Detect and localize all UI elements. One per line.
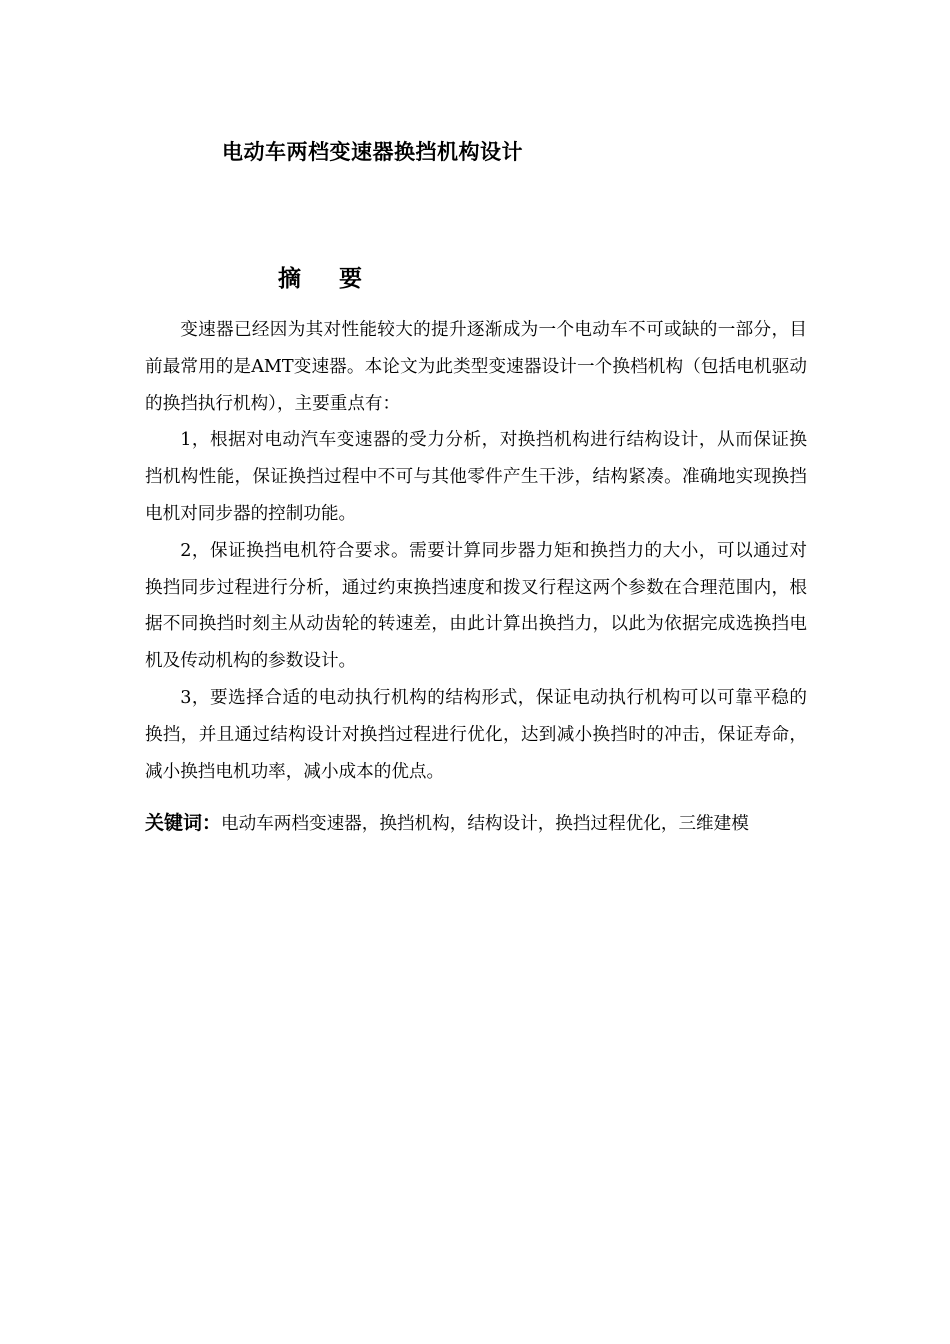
abstract-paragraph-point-3: 3，要选择合适的电动执行机构的结构形式，保证电动执行机构可以可靠平稳的换挡，并且通过结构设计对换挡过程进行优化，达到减小换挡时的冲击，保证寿命，减小换挡电机功率，减小成本的优点。 — [145, 687, 807, 782]
abstract-paragraph-point-2: 2，保证换挡电机符合要求。需要计算同步器力矩和换挡力的大小，可以通过对换挡同步过程进行分析，通过约束换挡速度和拨叉行程这两个参数在合理范围内，根据不同换挡时刻主从动齿轮的转速差，由此计算出换挡力，以此为依据完成选换挡电机及传动机构的参数设计。 — [145, 540, 807, 672]
abstract-heading-char-1: 摘 — [278, 266, 301, 292]
keywords-label: 关键词： — [145, 812, 222, 834]
abstract-paragraph-point-1: 1，根据对电动汽车变速器的受力分析，对换挡机构进行结构设计，从而保证换挡机构性能，保证换挡过程中不可与其他零件产生干涉，结构紧凑。准确地实现换挡电机对同步器的控制功能。 — [145, 430, 807, 524]
abstract-heading-char-2: 要 — [339, 266, 362, 292]
keywords-line — [145, 800, 807, 847]
document-title: 电动车两档变速器换挡机构设计 — [222, 140, 523, 164]
abstract-paragraph-intro: 变速器已经因为其对性能较大的提升逐渐成为一个电动车不可或缺的一部分，目前最常用的是AMT变速器。本论文为此类型变速器设计一个换档机构（包括电机驱动的换挡执行机构），主要重点有： — [145, 320, 807, 414]
abstract-heading — [278, 259, 578, 299]
keywords-text: 电动车两档变速器，换挡机构，结构设计，换挡过程优化，三维建模 — [221, 814, 749, 834]
abstract-body — [145, 312, 807, 790]
